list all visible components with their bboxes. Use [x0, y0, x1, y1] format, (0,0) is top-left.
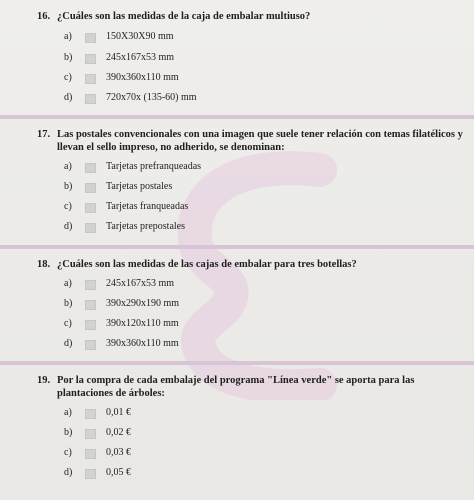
option-letter: d) [64, 467, 73, 478]
answer-checkbox[interactable] [85, 94, 96, 104]
option-letter: b) [64, 52, 73, 63]
option-text: 150X30X90 mm [106, 31, 174, 42]
option-letter: c) [64, 318, 72, 329]
section-divider [0, 115, 474, 119]
option-text: Tarjetas postales [106, 181, 173, 192]
option-letter: d) [64, 221, 73, 232]
option-letter: a) [64, 161, 72, 172]
answer-checkbox[interactable] [85, 320, 96, 330]
question-number: 19. [37, 375, 51, 386]
option-text: 0,05 € [106, 467, 131, 478]
option-letter: a) [64, 31, 72, 42]
option-text: 390x120x110 mm [106, 318, 179, 329]
option-letter: b) [64, 427, 73, 438]
answer-checkbox[interactable] [85, 54, 96, 64]
answer-checkbox[interactable] [85, 300, 96, 310]
answer-checkbox[interactable] [85, 429, 96, 439]
answer-checkbox[interactable] [85, 163, 96, 173]
section-divider [0, 245, 474, 249]
question-text: Las postales convencionales con una imagen que suele tener relación con temas filatélicos y llevan el sello impreso, no adherido, se denominan: [57, 129, 463, 153]
option-text: 720x70x (135-60) mm [106, 92, 197, 103]
option-text: Tarjetas prefranqueadas [106, 161, 202, 172]
option-text: 0,03 € [106, 447, 131, 458]
option-letter: d) [64, 92, 73, 103]
answer-checkbox[interactable] [85, 74, 96, 84]
question-number: 16. [37, 11, 51, 22]
answer-checkbox[interactable] [85, 33, 96, 43]
option-letter: c) [64, 447, 72, 458]
option-text: 245x167x53 mm [106, 278, 175, 289]
option-text: 0,02 € [106, 427, 131, 438]
option-letter: d) [64, 338, 73, 349]
option-text: 0,01 € [106, 407, 131, 418]
question-text: ¿Cuáles son las medidas de la caja de embalar multiuso? [57, 11, 311, 22]
answer-checkbox[interactable] [85, 183, 96, 193]
answer-checkbox[interactable] [85, 409, 96, 419]
option-letter: a) [64, 278, 72, 289]
option-letter: c) [64, 201, 72, 212]
option-text: 390x290x190 mm [106, 298, 180, 309]
question-text: ¿Cuáles son las medidas de las cajas de embalar para tres botellas? [57, 259, 357, 270]
answer-checkbox[interactable] [85, 280, 96, 290]
option-text: 390x360x110 mm [106, 338, 179, 349]
question-number: 18. [37, 259, 51, 270]
section-divider [0, 361, 474, 365]
answer-checkbox[interactable] [85, 469, 96, 479]
option-text: 390x360x110 mm [106, 72, 179, 83]
option-letter: b) [64, 298, 73, 309]
question-number: 17. [37, 129, 51, 140]
option-text: Tarjetas prepostales [106, 221, 185, 232]
answer-checkbox[interactable] [85, 223, 96, 233]
option-letter: c) [64, 72, 72, 83]
answer-checkbox[interactable] [85, 340, 96, 350]
question-text: Por la compra de cada embalaje del programa "Línea verde" se aporta para las plantaciones de árboles: [57, 375, 415, 399]
option-letter: a) [64, 407, 72, 418]
option-text: Tarjetas franqueadas [106, 201, 189, 212]
option-text: 245x167x53 mm [106, 52, 175, 63]
answer-checkbox[interactable] [85, 449, 96, 459]
answer-checkbox[interactable] [85, 203, 96, 213]
option-letter: b) [64, 181, 73, 192]
